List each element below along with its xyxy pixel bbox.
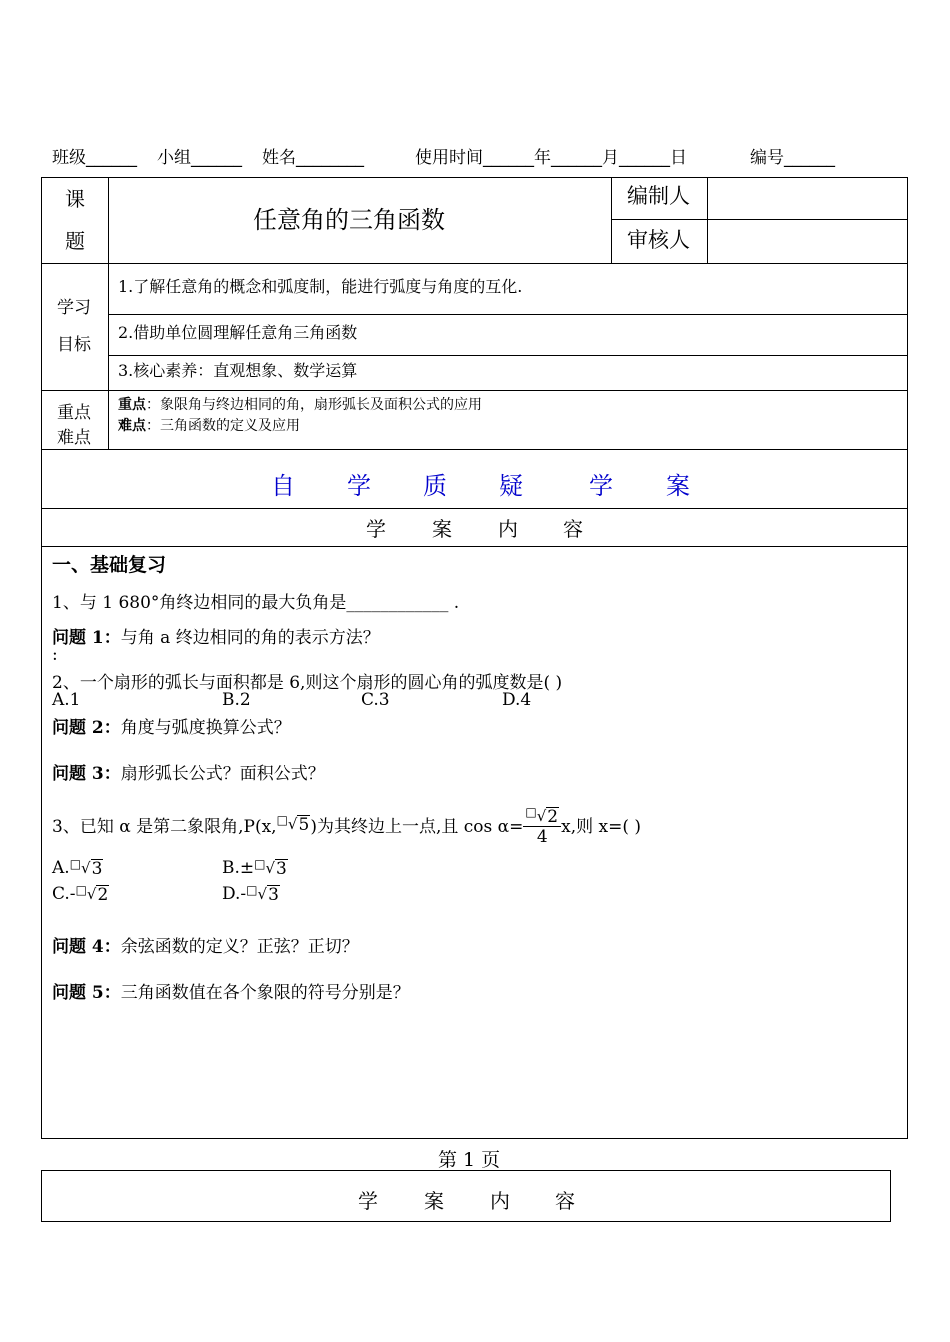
section-heading: 一、基础复习 (52, 554, 167, 576)
content-header-char: 案 (432, 517, 452, 541)
problem-1-text: 与角 a 终边相同的角的表示方法？ (120, 628, 380, 648)
objective-item: 2.借助单位圆理解任意角三角函数 (118, 323, 358, 342)
banner-char: 学 (347, 472, 371, 500)
radical: □ √ 3 (254, 856, 287, 879)
key-point-line (118, 394, 482, 414)
question-3 (52, 801, 641, 847)
page2-header-char: 内 (490, 1189, 510, 1213)
problem-3-text: 扇形弧长公式？面积公式？ (120, 764, 325, 784)
q3-mid: )为其终边上一点,且 cos α= (310, 816, 524, 837)
class-field: 班级______ (52, 148, 137, 168)
subject-label-1: 课 (65, 187, 85, 211)
key-label-2: 难点 (57, 428, 91, 448)
q2-option: A.1 (52, 690, 81, 710)
banner-char: 学 (589, 472, 613, 500)
problem-2 (52, 713, 291, 738)
content-header-char: 内 (498, 517, 518, 541)
q3-suffix: x,则 x=( ) (561, 816, 642, 837)
q3-option (52, 884, 109, 904)
problem-4-title: 问题 4： (52, 937, 121, 957)
subject-label-2: 题 (65, 229, 85, 253)
problem-5 (52, 978, 410, 1003)
objective-item: 3.核心素养：直观想象、数学运算 (118, 361, 358, 380)
editor-label: 编制人 (627, 184, 690, 208)
key-label-1: 重点 (57, 403, 91, 423)
radical: □ √ 2 (525, 805, 559, 827)
problem-5-title: 问题 5： (52, 983, 121, 1003)
problem-3 (52, 759, 325, 784)
q3-frac-den: 4 (536, 827, 548, 847)
fraction (523, 801, 561, 847)
problem-2-title: 问题 2： (52, 718, 121, 738)
lesson-title: 任意角的三角函数 (253, 206, 445, 234)
page2-header-char: 案 (424, 1189, 444, 1213)
banner-char: 疑 (499, 472, 523, 500)
number-field: 编号______ (750, 148, 835, 168)
q2-option: B.2 (222, 690, 251, 710)
objectives-label-1: 学习 (57, 298, 91, 318)
q3-prefix: 3、已知 α 是第二象限角,P(x, (52, 816, 277, 837)
q3-frac-num: 2 (547, 807, 559, 827)
radical: □ √ 3 (69, 856, 103, 879)
radical: □ √ 3 (246, 882, 279, 905)
problem-4 (52, 932, 359, 957)
problem-1-title: 问题 1： (52, 628, 121, 648)
q3-option (222, 858, 288, 878)
page2-header-char: 学 (358, 1189, 378, 1213)
page2-header-box (41, 1170, 891, 1222)
q3-option-value: 3 (91, 858, 103, 879)
objective-item: 1.了解任意角的概念和弧度制，能进行弧度与角度的互化. (118, 277, 523, 296)
q3-option-value: 2 (97, 884, 109, 905)
problem-1 (52, 623, 380, 648)
q3-option (222, 884, 280, 904)
reviewer-label: 审核人 (627, 228, 690, 252)
problem-3-title: 问题 3： (52, 764, 121, 784)
name-field: 姓名________ (262, 148, 364, 168)
objectives-label-2: 目标 (57, 335, 91, 355)
page2-header-char: 容 (555, 1189, 575, 1213)
content-header-char: 容 (563, 517, 583, 541)
problem-5-text: 三角函数值在各个象限的符号分别是？ (120, 983, 410, 1003)
q3-option-prefix: B.± (222, 858, 255, 878)
content-header-char: 学 (366, 517, 386, 541)
question-1: 1、与 1 680°角终边相同的最大负角是____________ . (52, 593, 460, 613)
difficult-title: 难点 (118, 418, 146, 434)
question-2: 2、一个扇形的弧长与面积都是 6,则这个扇形的圆心角的弧度数是( ) (52, 673, 563, 693)
page-number: 第 1 页 (438, 1149, 501, 1171)
q3-option-prefix: C.- (52, 884, 76, 904)
banner-char: 质 (423, 472, 447, 500)
problem-4-text: 余弦函数的定义？正弦？正切？ (120, 937, 359, 957)
q3-option-prefix: D.- (222, 884, 247, 904)
banner-char: 案 (666, 472, 690, 500)
q3-option-value: 3 (276, 858, 287, 879)
q3-root-value: 5 (298, 814, 310, 835)
group-field: 小组______ (157, 148, 242, 168)
key-title: 重点 (118, 397, 146, 413)
banner-char: 自 (271, 472, 295, 500)
radical: □ √ 2 (75, 882, 109, 905)
date-field: 使用时间______年______月______日 (415, 148, 687, 168)
q2-option: C.3 (361, 690, 390, 710)
stray-colon: : (52, 645, 58, 665)
q3-option (52, 858, 103, 878)
difficult-text: ：三角函数的定义及应用 (146, 418, 300, 434)
problem-2-text: 角度与弧度换算公式？ (120, 718, 291, 738)
difficult-point-line (118, 415, 300, 435)
q2-option: D.4 (502, 690, 532, 710)
key-text: ：象限角与终边相同的角，扇形弧长及面积公式的应用 (146, 397, 482, 413)
q3-option-prefix: A. (52, 858, 70, 878)
q3-option-value: 3 (268, 884, 279, 905)
radical: □ √ 5 (276, 812, 310, 835)
